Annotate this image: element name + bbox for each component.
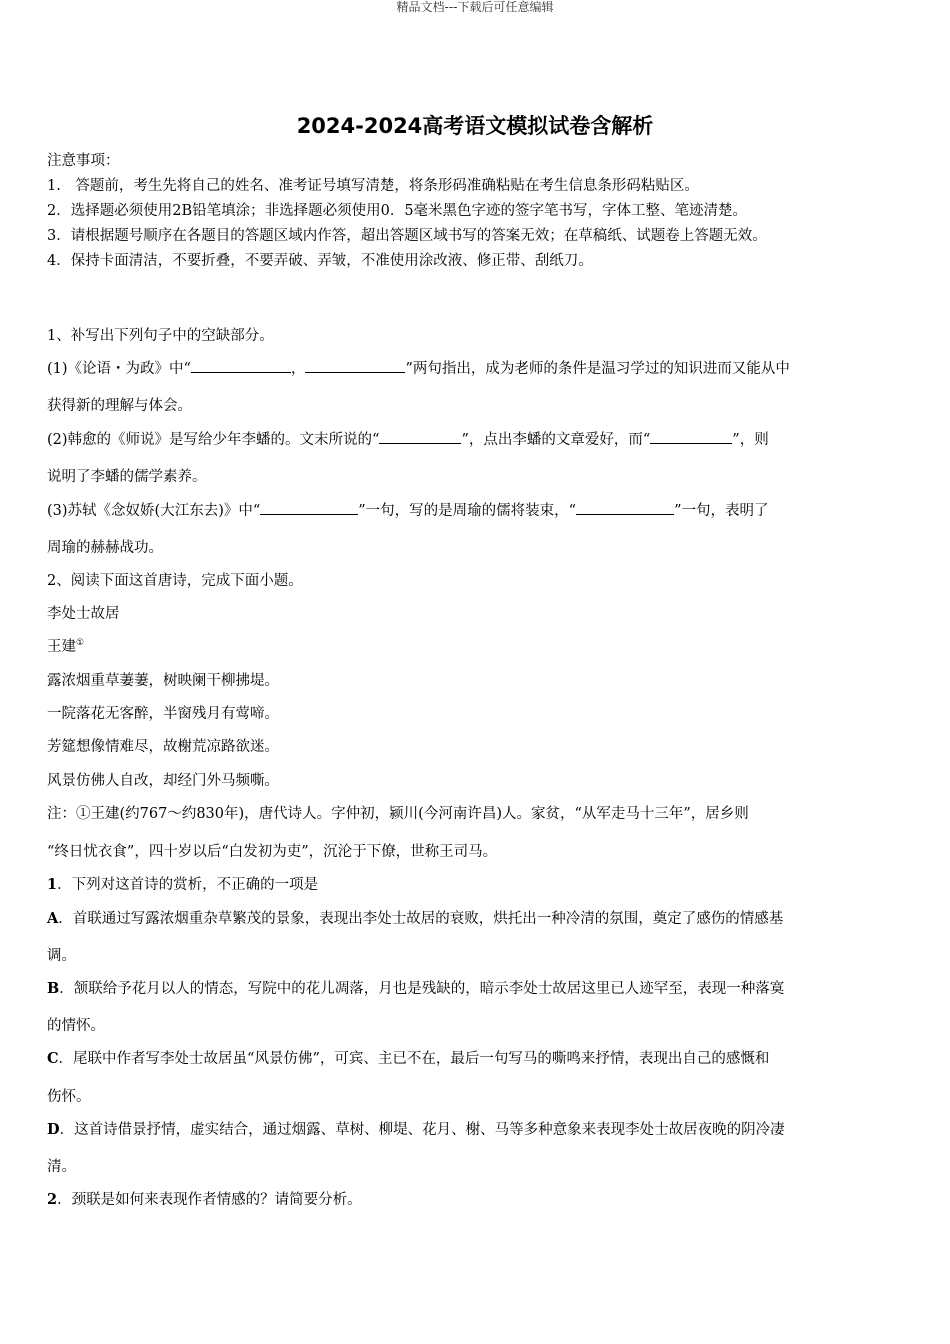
poem-line-2: 一院落花无客醉，半窗残月有莺啼。 [47, 706, 279, 722]
subq2-number: 2 [47, 1191, 58, 1208]
option-c-line1[interactable] [47, 1049, 769, 1069]
notice-item-1: 1. 答题前，考生先将自己的姓名、准考证号填写清楚，将条形码准确粘贴在考生信息条形码粘贴区。 [47, 178, 699, 194]
q1-part2-line2: 说明了李蟠的儒学素养。 [47, 469, 207, 485]
subq1-stem [47, 875, 318, 895]
q1-part3-line1 [47, 500, 769, 521]
option-c-line2: 伤怀。 [47, 1089, 91, 1105]
answer-blank[interactable] [379, 429, 461, 444]
poem-line-4: 风景仿佛人自改，却经门外马频嘶。 [47, 773, 279, 789]
page-header: 精品文档---下载后可任意编辑 [396, 0, 554, 14]
poem-line-1: 露浓烟重草萋萋，树映阑干柳拂堤。 [47, 673, 279, 689]
poem-author-name: 王建 [47, 639, 76, 655]
option-d-line1[interactable] [47, 1120, 785, 1140]
page-title: 2024-2024高考语文模拟试卷含解析 [296, 114, 654, 138]
poem-note-line2: “终日忧衣食”，四十岁以后“白发初为吏”，沉沦于下僚，世称王司马。 [47, 844, 498, 860]
q1-part2-text-c: ”，则 [732, 432, 769, 448]
q1-part2-line1 [47, 429, 769, 450]
option-d-text: ．这首诗借景抒情，虚实结合，通过烟露、草树、柳堤、花月、榭、马等多种意象来表现李处士故居夜晚的阴冷凄 [59, 1122, 785, 1138]
q1-part3-text-a: (3)苏轼《念奴娇(大江东去)》中“ [47, 503, 261, 519]
poem-note-line1: 注：①王建(约767～约830年)，唐代诗人。字仲初，颍川(今河南许昌)人。家贫，“从军走马十三年”，居乡则 [47, 806, 749, 822]
q2-stem: 2、阅读下面这首唐诗，完成下面小题。 [47, 573, 303, 589]
option-a-line1[interactable] [47, 909, 783, 929]
q1-part1-text-b: ， [290, 361, 306, 377]
notice-item-2: 2．选择题必须使用2B铅笔填涂；非选择题必须使用0．5毫米黑色字迹的签字笔书写，字体工整、笔迹清楚。 [47, 203, 748, 219]
subq2-text: ．颈联是如何来表现作者情感的？请简要分析。 [57, 1192, 362, 1208]
notice-item-3: 3．请根据题号顺序在各题目的答题区域内作答，超出答题区域书写的答案无效；在草稿纸、试题卷上答题无效。 [47, 228, 767, 244]
q1-part3-line2: 周瑜的赫赫战功。 [47, 540, 163, 556]
q1-part1-text-c: ”两句指出，成为老师的条件是温习学过的知识进而又能从中 [405, 361, 790, 377]
answer-blank[interactable] [305, 358, 405, 373]
option-a-text: ．首联通过写露浓烟重杂草繁茂的景象，表现出李处士故居的衰败，烘托出一种冷清的氛围，奠定了感伤的情感基 [58, 911, 784, 927]
option-c-text: ．尾联中作者写李处士故居虽“风景仿佛”，可宾、主已不在，最后一句写马的嘶鸣来抒情，表现出自己的感慨和 [58, 1051, 770, 1067]
answer-blank[interactable] [650, 429, 732, 444]
option-b-label: B [47, 980, 60, 997]
option-b-line1[interactable] [47, 979, 784, 999]
option-c-label: C [47, 1050, 59, 1067]
option-d-line2: 清。 [47, 1159, 76, 1175]
q1-part1-line1 [47, 358, 790, 379]
answer-blank[interactable] [260, 500, 358, 515]
answer-blank[interactable] [191, 358, 291, 373]
q1-part3-text-c: ”一句，表明了 [674, 503, 769, 519]
option-b-line2: 的情怀。 [47, 1018, 105, 1034]
option-a-label: A [47, 910, 59, 927]
poem-title: 李处士故居 [47, 606, 120, 622]
option-a-line2: 调。 [47, 948, 76, 964]
q1-part1-text-a: (1)《论语・为政》中“ [47, 361, 191, 377]
q1-part2-text-b: ”，点出李蟠的文章爱好，而“ [461, 432, 651, 448]
q1-part2-text-a: (2)韩愈的《师说》是写给少年李蟠的。文末所说的“ [47, 432, 380, 448]
poem-author [47, 637, 84, 657]
subq2-stem [47, 1190, 362, 1210]
q1-stem: 1、补写出下列句子中的空缺部分。 [47, 328, 274, 344]
answer-blank[interactable] [576, 500, 674, 515]
subq1-number: 1 [47, 876, 58, 893]
option-b-text: ．颔联给予花月以人的情态，写院中的花儿凋落，月也是残缺的，暗示李处士故居这里已人迹罕至，表现一种落寞 [59, 981, 785, 997]
notice-item-4: 4．保持卡面清洁，不要折叠，不要弄破、弄皱，不准使用涂改液、修正带、刮纸刀。 [47, 253, 593, 269]
q1-part1-line2: 获得新的理解与体会。 [47, 398, 192, 414]
poem-line-3: 芳筵想像情难尽，故榭荒凉路欲迷。 [47, 739, 279, 755]
notice-heading: 注意事项： [47, 153, 120, 169]
subq1-text: ．下列对这首诗的赏析，不正确的一项是 [57, 877, 319, 893]
q1-part3-text-b: ”一句，写的是周瑜的儒将装束，“ [358, 503, 577, 519]
option-d-label: D [47, 1121, 60, 1138]
footnote-mark: ① [76, 638, 85, 649]
